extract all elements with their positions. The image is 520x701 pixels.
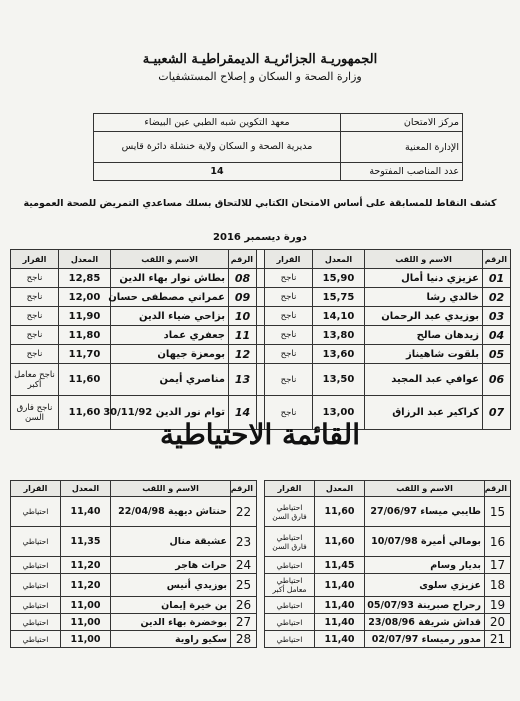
results-row (11, 345, 511, 364)
reserve-row (11, 574, 511, 597)
average-score: 11,00 (61, 597, 111, 614)
column-gap (257, 527, 265, 557)
results-table (10, 249, 511, 430)
average-score: 11,60 (315, 497, 365, 527)
column-gap (257, 269, 265, 288)
rank-number: 02 (483, 288, 511, 307)
column-gap (257, 497, 265, 527)
decision: احتياطي (11, 574, 61, 597)
candidate-name: عشيقة منال (111, 527, 231, 557)
candidate-name: قداش شريفة 23/08/96 (365, 614, 485, 631)
average-score: 11,35 (61, 527, 111, 557)
average-score: 11,45 (315, 557, 365, 574)
rank-number: 17 (485, 557, 511, 574)
results-row (11, 288, 511, 307)
rank-number: 25 (231, 574, 257, 597)
decision: احتياطي (11, 557, 61, 574)
info-value: 14 (94, 163, 341, 181)
column-gap (257, 614, 265, 631)
decision: احتياطي (265, 597, 315, 614)
average-score: 11,00 (61, 631, 111, 648)
column-gap (257, 326, 265, 345)
average-score: 11,40 (315, 574, 365, 597)
reserve-list-title: القائمة الاحتياطية (160, 418, 360, 451)
average-score: 13,00 (313, 396, 365, 430)
reserve-row (11, 527, 511, 557)
col-name: الاسم و اللقب (111, 481, 231, 497)
column-gap (257, 250, 265, 269)
decision: احتياطي (265, 631, 315, 648)
candidate-name: بن خيرة إيمان (111, 597, 231, 614)
average-score: 15,90 (313, 269, 365, 288)
decision: احتياطي فارق السن (265, 527, 315, 557)
column-gap (257, 481, 265, 497)
candidate-name: بديار وسام (365, 557, 485, 574)
reserve-header-row (11, 481, 511, 497)
candidate-name: حنتاش ديهية 22/04/98 (111, 497, 231, 527)
info-row (94, 114, 463, 132)
rank-number: 13 (229, 364, 257, 396)
column-gap (257, 288, 265, 307)
average-score: 11,90 (59, 307, 111, 326)
column-gap (257, 345, 265, 364)
rank-number: 08 (229, 269, 257, 288)
candidate-name: بزاحي ضياء الدين (111, 307, 229, 326)
decision: احتياطي فارق السن (265, 497, 315, 527)
col-decision: القرار (265, 481, 315, 497)
rank-number: 01 (483, 269, 511, 288)
average-score: 14,10 (313, 307, 365, 326)
candidate-name: جعفري عماد (111, 326, 229, 345)
info-label: مركز الامتحان (341, 114, 463, 132)
results-row (11, 307, 511, 326)
rank-number: 18 (485, 574, 511, 597)
candidate-name: كراكير عبد الرزاق (365, 396, 483, 430)
column-gap (257, 631, 265, 648)
average-score: 11,60 (59, 364, 111, 396)
rank-number: 10 (229, 307, 257, 326)
average-score: 11,40 (315, 597, 365, 614)
reserve-row (11, 557, 511, 574)
col-name: الاسم و اللقب (111, 250, 229, 269)
decision: احتياطي (265, 614, 315, 631)
candidate-name: بلقوت شاهيناز (365, 345, 483, 364)
rank-number: 07 (483, 396, 511, 430)
info-row (94, 132, 463, 163)
col-avg: المعدل (61, 481, 111, 497)
rank-number: 12 (229, 345, 257, 364)
candidate-name: خالدي رشا (365, 288, 483, 307)
average-score: 11,20 (61, 574, 111, 597)
average-score: 15,75 (313, 288, 365, 307)
candidate-name: توام نور الدين 30/11/92 (111, 396, 229, 430)
info-label: الإدارة المعنية (341, 132, 463, 163)
average-score: 12,85 (59, 269, 111, 288)
reserve-row (11, 497, 511, 527)
rank-number: 23 (231, 527, 257, 557)
col-avg: المعدل (313, 250, 365, 269)
candidate-name: عوافي عبد المجيد (365, 364, 483, 396)
decision: ناجح (265, 326, 313, 345)
decision: ناجح فارق السن (11, 396, 59, 430)
column-gap (257, 557, 265, 574)
col-name: الاسم و اللقب (365, 481, 485, 497)
rank-number: 28 (231, 631, 257, 648)
candidate-name: مناصري أيمن (111, 364, 229, 396)
col-num: الرقم (483, 250, 511, 269)
info-value: معهد التكوين شبه الطبي عين البيضاء (94, 114, 341, 132)
candidate-name: عزيزي سلوى (365, 574, 485, 597)
rank-number: 21 (485, 631, 511, 648)
rank-number: 05 (483, 345, 511, 364)
decision: ناجح (265, 396, 313, 430)
column-gap (257, 364, 265, 396)
rank-number: 26 (231, 597, 257, 614)
candidate-name: عزيزي دنيا أمال (365, 269, 483, 288)
decision: ناجح (11, 345, 59, 364)
reserve-row (11, 614, 511, 631)
column-gap (257, 574, 265, 597)
col-num: الرقم (231, 481, 257, 497)
candidate-name: بوخضرة بهاء الدين (111, 614, 231, 631)
rank-number: 09 (229, 288, 257, 307)
decision: احتياطي (11, 597, 61, 614)
rank-number: 19 (485, 597, 511, 614)
candidate-name: طايبي ميساء 27/06/97 (365, 497, 485, 527)
document-header (0, 52, 520, 83)
rank-number: 22 (231, 497, 257, 527)
average-score: 13,80 (313, 326, 365, 345)
col-decision: القرار (11, 481, 61, 497)
results-row (11, 269, 511, 288)
average-score: 11,60 (315, 527, 365, 557)
rank-number: 16 (485, 527, 511, 557)
info-label: عدد المناصب المفتوحة (341, 163, 463, 181)
reserve-row (11, 597, 511, 614)
decision: ناجح (11, 307, 59, 326)
rank-number: 15 (485, 497, 511, 527)
republic-heading: الجمهوريـة الجزائريـة الديمقراطيـة الشعبيـة (142, 52, 378, 67)
candidate-name: زيدهان صالح (365, 326, 483, 345)
rank-number: 04 (483, 326, 511, 345)
column-gap (257, 307, 265, 326)
candidate-name: بوزيدي عبد الرحمان (365, 307, 483, 326)
decision: ناجح (265, 288, 313, 307)
col-num: الرقم (485, 481, 511, 497)
decision: احتياطي (11, 614, 61, 631)
decision: احتياطي (11, 631, 61, 648)
decision: ناجح (11, 326, 59, 345)
rank-number: 14 (229, 396, 257, 430)
decision: ناجح (265, 269, 313, 288)
column-gap (257, 597, 265, 614)
rank-number: 11 (229, 326, 257, 345)
candidate-name: سكيو راوية (111, 631, 231, 648)
reserve-row (11, 631, 511, 648)
decision: ناجح (265, 307, 313, 326)
document-title: كشف النقاط للمسابقة على أساس الامتحان الكتابي للالتحاق بسلك مساعدي التمريض للصحة العمومية (23, 198, 497, 209)
candidate-name: حراث هاجر (111, 557, 231, 574)
candidate-name: بومعزة جيهان (111, 345, 229, 364)
col-name: الاسم و اللقب (365, 250, 483, 269)
col-decision: القرار (265, 250, 313, 269)
info-value: مديرية الصحة و السكان ولاية خنشلة دائرة قايس (94, 132, 341, 163)
average-score: 11,00 (61, 614, 111, 631)
results-header-row (11, 250, 511, 269)
results-row (11, 364, 511, 396)
col-decision: القرار (11, 250, 59, 269)
average-score: 11,80 (59, 326, 111, 345)
average-score: 11,70 (59, 345, 111, 364)
average-score: 11,60 (59, 396, 111, 430)
decision: ناجح (265, 364, 313, 396)
average-score: 13,60 (313, 345, 365, 364)
candidate-name: بطاش نوار بهاء الدين (111, 269, 229, 288)
average-score: 11,40 (315, 614, 365, 631)
decision: احتياطي (265, 557, 315, 574)
session-label: دورة ديسمبر 2016 (213, 232, 307, 243)
rank-number: 24 (231, 557, 257, 574)
candidate-name: بوزيدي أنيس (111, 574, 231, 597)
col-avg: المعدل (315, 481, 365, 497)
col-num: الرقم (229, 250, 257, 269)
col-avg: المعدل (59, 250, 111, 269)
decision: ناجح (11, 269, 59, 288)
info-row (94, 163, 463, 181)
rank-number: 03 (483, 307, 511, 326)
average-score: 11,40 (315, 631, 365, 648)
candidate-name: بومالي أميرة 10/07/98 (365, 527, 485, 557)
decision: احتياطي (11, 527, 61, 557)
rank-number: 06 (483, 364, 511, 396)
results-row (11, 326, 511, 345)
ministry-heading: وزارة الصحة و السكان و إصلاح المستشفيات (158, 70, 362, 83)
average-score: 11,20 (61, 557, 111, 574)
rank-number: 20 (485, 614, 511, 631)
candidate-name: عمراني مصطفى حسان (111, 288, 229, 307)
decision: ناجح معامل أكبر (11, 364, 59, 396)
candidate-name: رحراح صبرينة 05/07/93 (365, 597, 485, 614)
decision: احتياطي معامل أكبر (265, 574, 315, 597)
decision: احتياطي (11, 497, 61, 527)
rank-number: 27 (231, 614, 257, 631)
candidate-name: مدور رميساء 02/07/97 (365, 631, 485, 648)
average-score: 12,00 (59, 288, 111, 307)
average-score: 11,40 (61, 497, 111, 527)
decision: ناجح (265, 345, 313, 364)
average-score: 13,50 (313, 364, 365, 396)
exam-info-table (93, 113, 463, 181)
decision: ناجح (11, 288, 59, 307)
reserve-table (10, 480, 511, 648)
